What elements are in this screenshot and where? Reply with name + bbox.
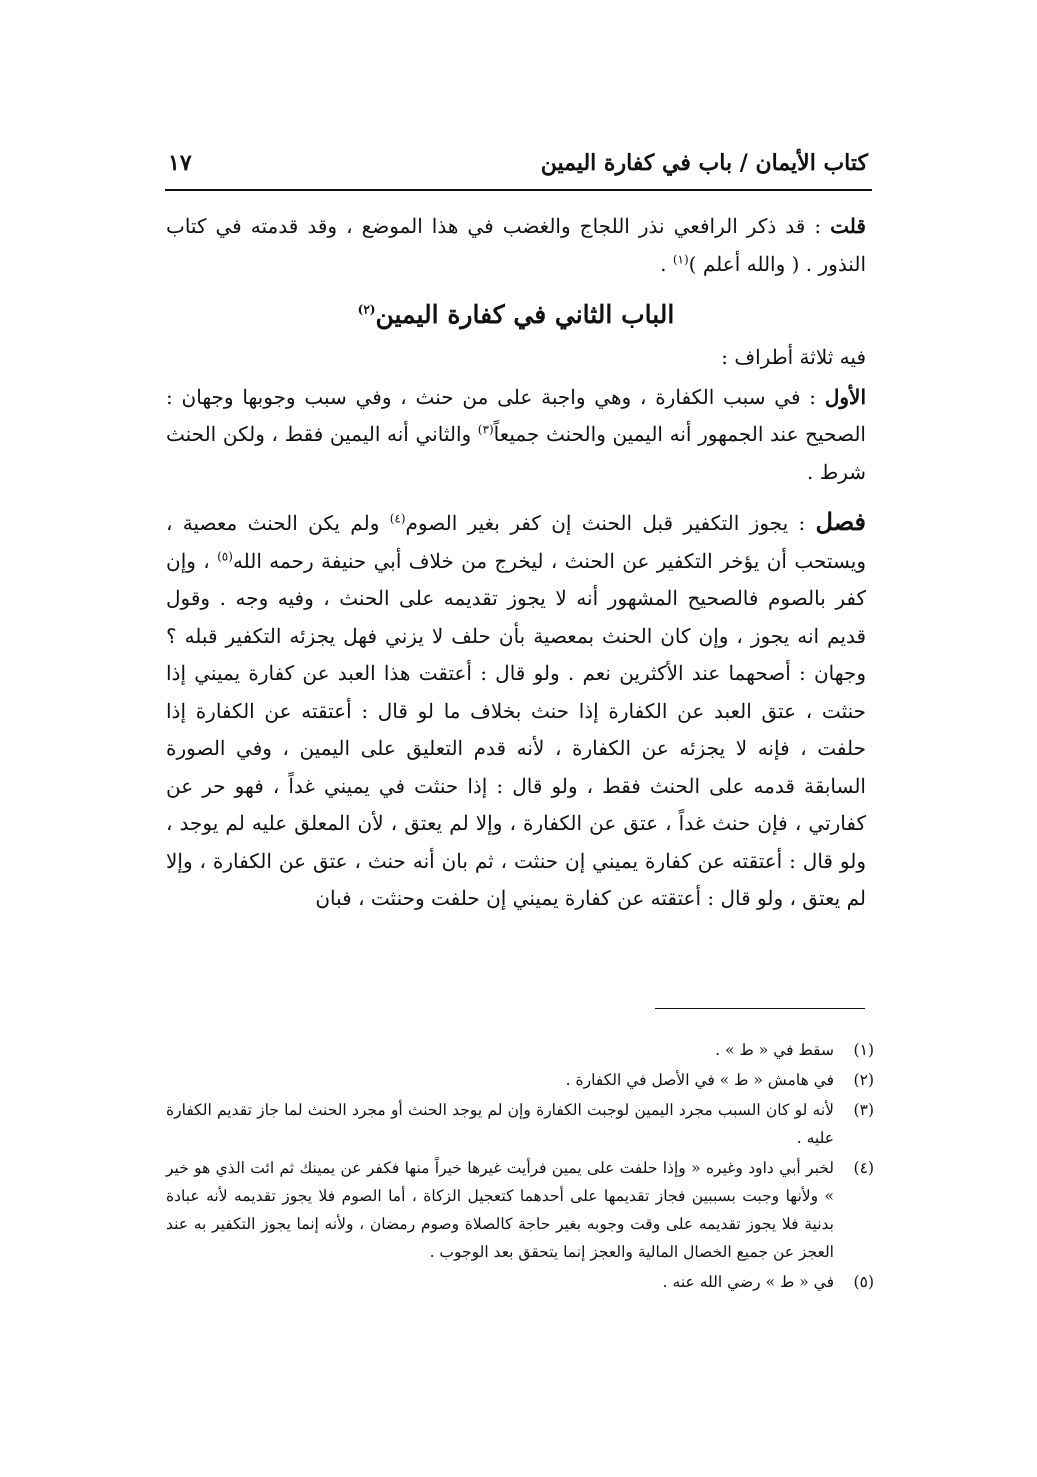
section-lead: فصل	[815, 507, 867, 536]
footnote-number: (٤)	[853, 1159, 874, 1177]
part-one-paragraph	[166, 379, 866, 492]
intro-line: فيه ثلاثة أطراف :	[721, 345, 866, 369]
footnote-item	[166, 1096, 874, 1152]
footnote-ref-5[interactable]: (٥)	[217, 548, 233, 563]
footnote-text: لخبر أبي داود وغيره « وإذا حلفت على يمين فرأيت غيرها خيراً منها فكفر عن يمينك ثم ائت الذي هو خير » ولأنها وجبت بسببين فجاز تقديمها على أحدهما كتعجيل الزكاة ، أما الصوم فلا يجوز تقديمه لأنه عبادة بدنية فلا يجوز تقديمه على وقت وجوبه بغير حاجة كالصلاة وصوم رمضان ، ولأنه إنما يجوز التكفير به عند العجز عن جميع الخصال المالية والعجز إنما يتحقق بعد الوجوب .	[166, 1159, 834, 1261]
section-text-b: ولم يكن الحنث معصية ، ويستحب أن يؤخر التكفير عن الحنث ، ليخرج من خلاف أبي حنيفة رحمه الله	[166, 511, 867, 573]
part-one-text-b: والثاني أنه اليمين فقط ، ولكن الحنث شرط .	[166, 422, 866, 484]
chapter-title	[166, 297, 866, 333]
footnote-text: لأنه لو كان السبب مجرد اليمين لوجبت الكفارة وإن لم يوجد الحنث أو مجرد الحنث لما جاز تقديم الكفارة عليه .	[166, 1101, 834, 1147]
footnote-number: (٣)	[853, 1101, 874, 1119]
footnote-item	[166, 1154, 874, 1266]
note-lead: قلت	[830, 214, 866, 238]
footnote-divider	[655, 1008, 865, 1009]
footnote-number: (١)	[853, 1041, 874, 1059]
note-text: : قد ذكر الرافعي نذر اللجاج والغضب في هذا الموضع ، وقد قدمته في كتاب النذور . ( والله أعلم )	[166, 214, 866, 276]
footnote-ref-2[interactable]: (٢)	[357, 302, 376, 317]
header-rule	[165, 189, 872, 191]
footnote-number: (٢)	[853, 1071, 874, 1089]
footnote-item	[166, 1036, 874, 1064]
header-title: كتاب الأيمان / باب في كفارة اليمين	[540, 150, 868, 176]
footnote-text: في « ط » رضي الله عنه .	[662, 1273, 834, 1291]
note-end: .	[660, 251, 673, 276]
footnote-number: (٥)	[853, 1273, 874, 1291]
footnote-ref-3[interactable]: (٣)	[477, 422, 494, 437]
footnotes	[166, 1036, 874, 1298]
page-number: ١٧	[168, 150, 192, 176]
running-header	[168, 150, 868, 184]
part-one-lead: الأول	[824, 384, 866, 409]
footnote-ref-4[interactable]: (٤)	[389, 511, 406, 526]
footnote-ref-1[interactable]: (١)	[672, 251, 689, 266]
main-text	[166, 208, 866, 918]
footnote-item	[166, 1066, 874, 1094]
note-paragraph	[166, 208, 866, 283]
footnote-text: سقط في « ط » .	[715, 1041, 834, 1059]
chapter-title-text: الباب الثاني في كفارة اليمين	[375, 300, 675, 329]
section-paragraph	[166, 503, 866, 918]
section-text-c: ، وإن كفر بالصوم فالصحيح المشهور أنه لا يجوز تقديمه على الحنث ، وفيه وجه . وقول قديم انه يجوز ، وإن كان الحنث بمعصية بأن حلف لا يزني فهل يجزئه التكفير قبله ؟ وجهان : أصحهما عند الأكثرين نعم . ولو قال : أعتقت هذا العبد عن كفارة يميني إذا حنثت ، عتق العبد عن الكفارة إذا حنث بخلاف ما لو قال : أعتقته عن الكفارة إذا حلفت ، فإنه لا يجزئه عن الكفارة ، لأنه قدم التعليق على اليمين ، وفي الصورة السابقة قدمه على الحنث فقط ، ولو قال : إذا حنثت في يميني غداً ، فهو حر عن كفارتي ، فإن حنث غداً ، عتق عن الكفارة ، وإلا لم يعتق ، لأن المعلق عليه لم يوجد ، ولو قال : أعتقته عن كفارة يميني إن حنثت ، ثم بان أنه حنث ، عتق عن الكفارة ، وإلا لم يعتق ، ولو قال : أعتقته عن كفارة يميني إن حلفت وحنثت ، فبان	[166, 548, 866, 910]
part-one-text-a: : في سبب الكفارة ، وهي واجبة على من حنث ، وفي سبب وجوبها وجهان : الصحيح عند الجمهور أنه اليمين والحنث جميعاً	[166, 384, 866, 446]
footnote-item	[166, 1268, 874, 1296]
footnote-text: في هامش « ط » في الأصل في الكفارة .	[565, 1071, 834, 1089]
section-text-a: : يجوز التكفير قبل الحنث إن كفر بغير الصوم	[405, 511, 816, 535]
